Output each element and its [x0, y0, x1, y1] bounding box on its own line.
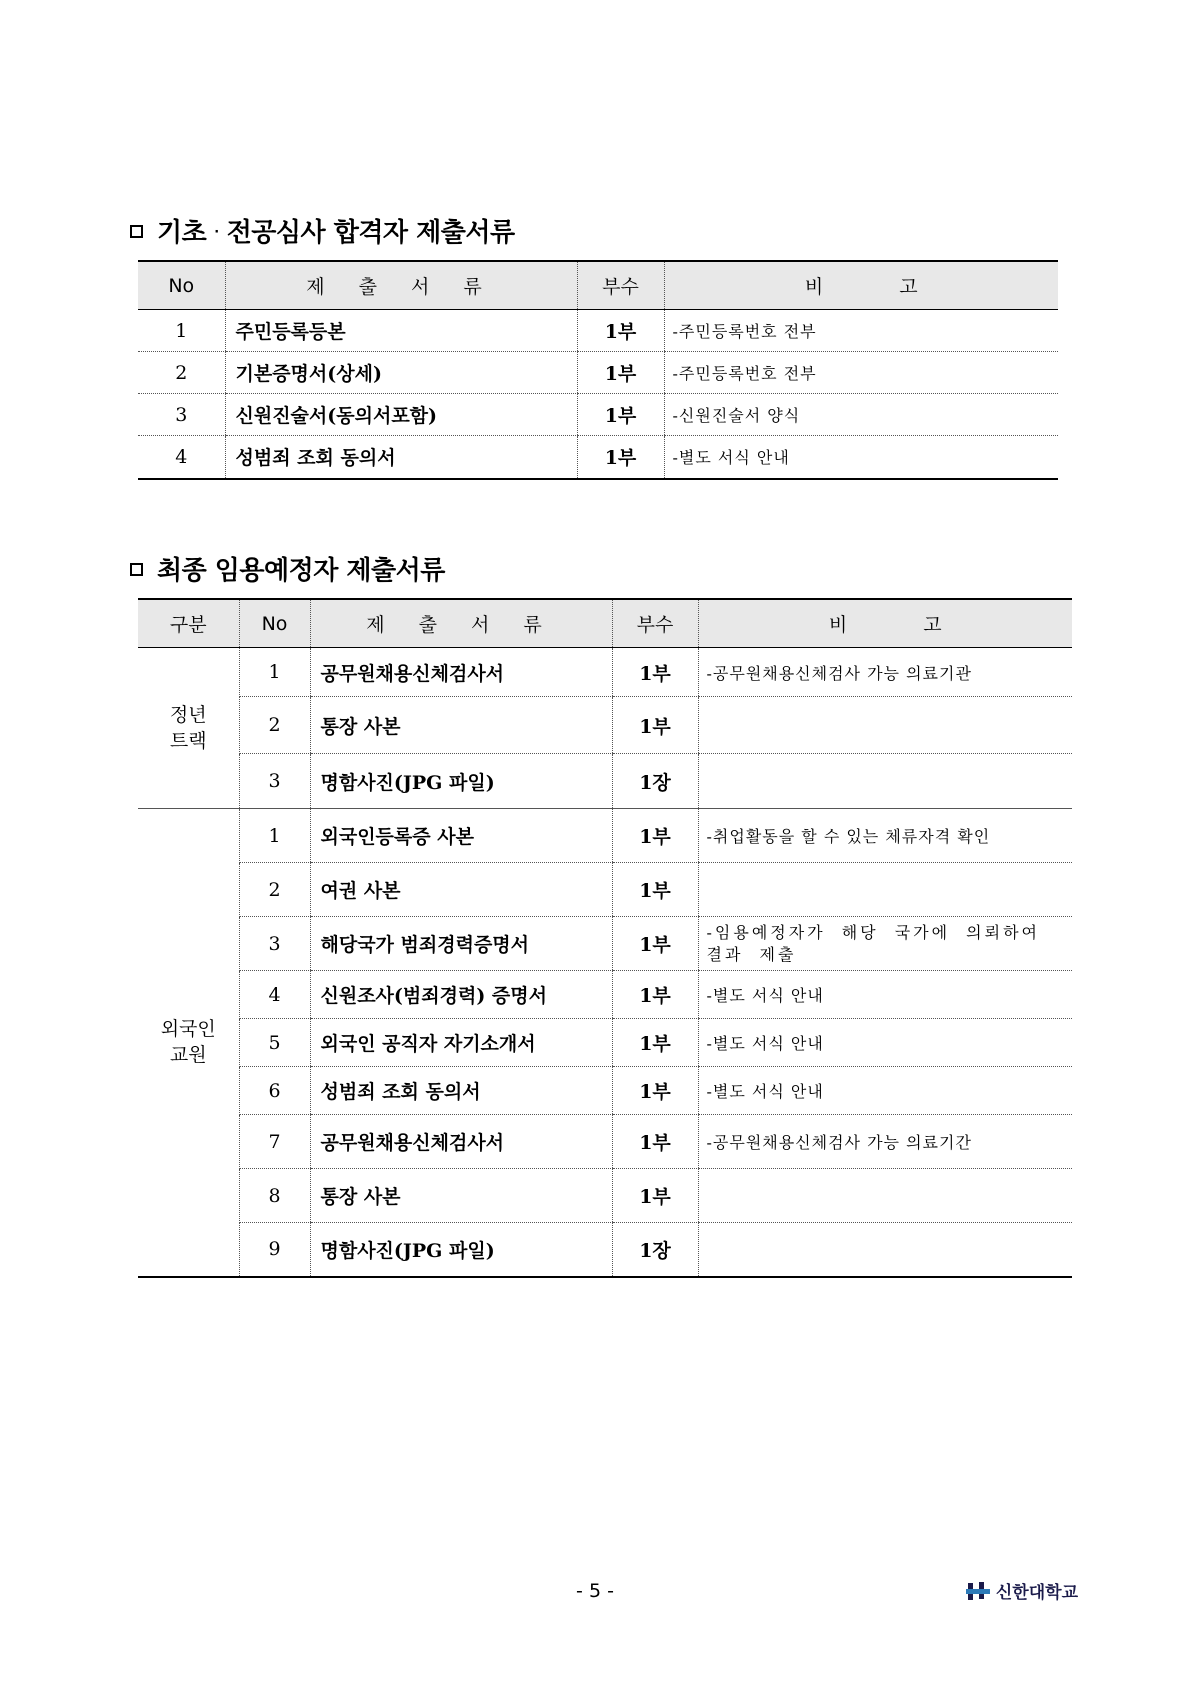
- row-no: 1: [239, 809, 310, 863]
- row-doc: 주민등록등본: [225, 310, 577, 352]
- table-row: [138, 1115, 1072, 1169]
- group-label-foreign-faculty: [138, 809, 239, 1277]
- row-doc: 명함사진(JPG 파일): [310, 1223, 612, 1277]
- row-no: 1: [138, 310, 225, 352]
- row-count: 1부: [612, 917, 698, 971]
- section1-title-part1: 기초: [157, 218, 207, 248]
- section1-title-dot: ·: [214, 225, 219, 240]
- table-row: [138, 1223, 1072, 1277]
- table-row: [138, 971, 1072, 1019]
- row-doc: 해당국가 범죄경력증명서: [310, 917, 612, 971]
- section2-title-text: 최종 임용예정자 제출서류: [157, 556, 445, 586]
- row-count: 1부: [612, 1067, 698, 1115]
- row-count: 1장: [612, 754, 698, 809]
- row-count: 1장: [612, 1223, 698, 1277]
- section1-table: [138, 260, 1058, 480]
- row-no: 5: [239, 1019, 310, 1067]
- checkbox-square-icon: [130, 563, 143, 576]
- row-no: 2: [138, 352, 225, 394]
- row-no: 8: [239, 1169, 310, 1223]
- table-row: [138, 310, 1058, 352]
- row-note: -주민등록번호 전부: [664, 352, 1058, 394]
- row-note: -신원진술서 양식: [664, 394, 1058, 436]
- header-note: 비 고: [698, 599, 1072, 648]
- row-no: 7: [239, 1115, 310, 1169]
- shinhan-university-logo-icon: [966, 1580, 992, 1602]
- table-row: [138, 1019, 1072, 1067]
- row-note: -별도 서식 안내: [698, 1067, 1072, 1115]
- header-no: No: [138, 261, 225, 310]
- row-count: 1부: [612, 1169, 698, 1223]
- group-label-regular-track: [138, 648, 239, 809]
- row-note: [698, 754, 1072, 809]
- row-note: [698, 1169, 1072, 1223]
- row-count: 1부: [577, 352, 664, 394]
- row-count: 1부: [612, 697, 698, 754]
- row-count: 1부: [577, 310, 664, 352]
- table-row: [138, 754, 1072, 809]
- group-label-line1: 정년: [169, 704, 207, 726]
- row-note: -별도 서식 안내: [664, 436, 1058, 479]
- header-doc: 제 출 서 류: [225, 261, 577, 310]
- row-note: -별도 서식 안내: [698, 1019, 1072, 1067]
- table-row: [138, 697, 1072, 754]
- table-row: [138, 1169, 1072, 1223]
- table-row: [138, 917, 1072, 971]
- section1-title: [130, 212, 515, 249]
- row-count: 1부: [577, 394, 664, 436]
- row-no: 9: [239, 1223, 310, 1277]
- row-note: -임용예정자가 해당 국가에 의뢰하여 결과 제출: [698, 917, 1072, 971]
- row-no: 1: [239, 648, 310, 697]
- row-doc: 성범죄 조회 동의서: [310, 1067, 612, 1115]
- row-count: 1부: [612, 971, 698, 1019]
- section2-title: [130, 550, 445, 587]
- row-doc: 외국인 공직자 자기소개서: [310, 1019, 612, 1067]
- section2-table: [138, 598, 1072, 1278]
- checkbox-square-icon: [130, 225, 143, 238]
- table-row: [138, 648, 1072, 697]
- row-doc: 기본증명서(상세): [225, 352, 577, 394]
- table-header-row: [138, 261, 1058, 310]
- row-no: 4: [239, 971, 310, 1019]
- row-note: [698, 1223, 1072, 1277]
- group-label-line2: 교원: [169, 1044, 207, 1067]
- row-note: -공무원채용신체검사 가능 의료기관: [698, 648, 1072, 697]
- row-count: 1부: [612, 1019, 698, 1067]
- header-doc: 제 출 서 류: [310, 599, 612, 648]
- table-row: [138, 1067, 1072, 1115]
- row-no: 4: [175, 445, 188, 468]
- table-header-row: [138, 599, 1072, 648]
- university-logo: [966, 1578, 1078, 1603]
- row-doc: 신원진술서(동의서포함): [225, 394, 577, 436]
- row-note: -주민등록번호 전부: [664, 310, 1058, 352]
- section1-title-part2: 전공심사 합격자 제출서류: [226, 218, 515, 248]
- row-doc: 공무원채용신체검사서: [310, 1115, 612, 1169]
- row-no: 2: [239, 697, 310, 754]
- row-note: [698, 697, 1072, 754]
- row-doc: 통장 사본: [310, 697, 612, 754]
- row-count: 1부: [612, 1115, 698, 1169]
- row-no: 2: [239, 863, 310, 917]
- header-no: No: [239, 599, 310, 648]
- header-group: 구분: [138, 599, 239, 648]
- row-no: 6: [239, 1067, 310, 1115]
- row-count: 1부: [577, 436, 664, 479]
- row-note: -공무원채용신체검사 가능 의료기간: [698, 1115, 1072, 1169]
- row-doc: 공무원채용신체검사서: [310, 648, 612, 697]
- row-doc: 신원조사(범죄경력) 증명서: [310, 971, 612, 1019]
- row-count: 1부: [612, 648, 698, 697]
- row-count: 1부: [612, 809, 698, 863]
- table-row: [138, 809, 1072, 863]
- group-label-line1: 외국인: [160, 1018, 216, 1041]
- header-count: 부수: [612, 599, 698, 648]
- row-note: -취업활동을 할 수 있는 체류자격 확인: [698, 809, 1072, 863]
- table-row: [138, 352, 1058, 394]
- group-label-line2: 트랙: [169, 730, 207, 752]
- table-row: [138, 436, 1058, 479]
- header-note: 비 고: [664, 261, 1058, 310]
- table-row: [138, 394, 1058, 436]
- row-doc: 여권 사본: [310, 863, 612, 917]
- row-doc: 통장 사본: [310, 1169, 612, 1223]
- page-number: - 5 -: [576, 1580, 614, 1602]
- row-doc: 성범죄 조회 동의서: [225, 436, 577, 479]
- row-doc: 외국인등록증 사본: [310, 809, 612, 863]
- logo-text: 신한대학교: [995, 1583, 1078, 1603]
- row-count: 1부: [612, 863, 698, 917]
- header-count: 부수: [577, 261, 664, 310]
- row-no: 3: [138, 394, 225, 436]
- row-note: -별도 서식 안내: [698, 971, 1072, 1019]
- row-no: 3: [239, 754, 310, 809]
- row-doc: 명함사진(JPG 파일): [310, 754, 612, 809]
- table-row: [138, 863, 1072, 917]
- row-no: 3: [239, 917, 310, 971]
- row-note: [698, 863, 1072, 917]
